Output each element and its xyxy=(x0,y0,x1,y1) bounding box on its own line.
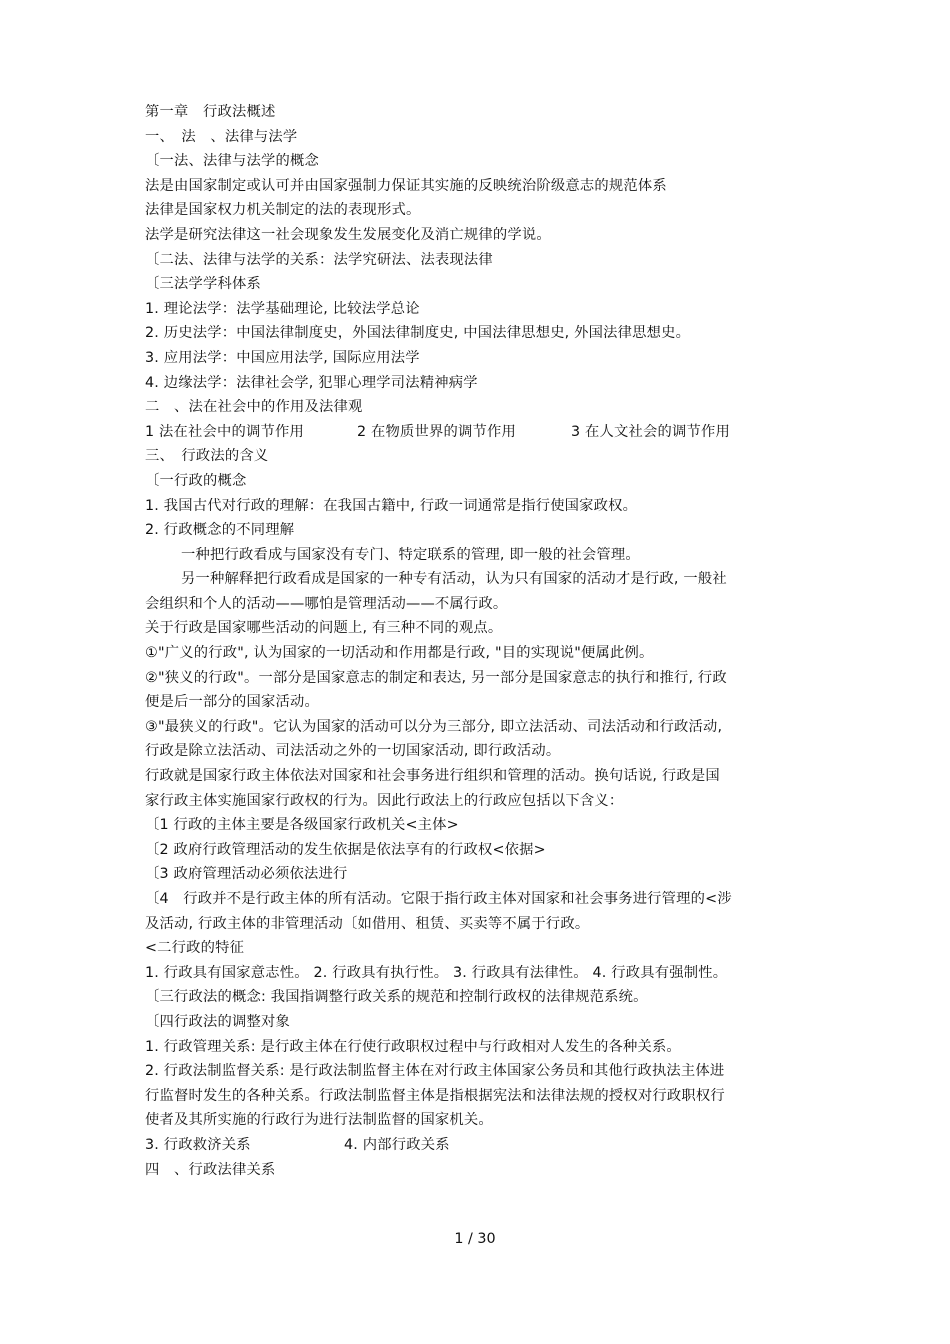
list-item: 2. 行政概念的不同理解 xyxy=(145,522,295,539)
subsection-heading: 〔一行政的概念 xyxy=(145,472,247,489)
list-item: 〔4 行政并不是行政主体的所有活动。它限于指行政主体对国家和社会事务进行管理的<涉 xyxy=(145,891,732,907)
section-heading: 三、 行政法的含义 xyxy=(145,448,269,465)
paragraph-line: 会组织和个人的活动——哪怕是管理活动——不属行政。 xyxy=(145,595,508,612)
list-item: 2. 行政法制监督关系: 是行政法制监督主体在对行政主体国家公务员和其他行政执法主体进 xyxy=(145,1063,725,1080)
relations-row xyxy=(145,1133,810,1158)
section-heading: 一、 法 、法律与法学 xyxy=(145,128,298,145)
relation-item: 4. 内部行政关系 xyxy=(344,1136,450,1153)
section-heading: 四 、行政法律关系 xyxy=(145,1161,276,1178)
paragraph-line: 便是后一部分的国家活动。 xyxy=(145,694,319,711)
chapter-title: 第一章 行政法概述 xyxy=(145,104,276,120)
list-item: 2. 历史法学：中国法律制度史，外国法律制度史, 中国法律思想史, 外国法律思想史。 xyxy=(145,325,691,342)
law-role-item: 1 法在社会中的调节作用 xyxy=(145,423,305,440)
document-body xyxy=(145,100,810,1182)
paragraph-line: 法学是研究法律这一社会现象发生发展变化及消亡规律的学说。 xyxy=(145,226,551,243)
paragraph-line: 法律是国家权力机关制定的法的表现形式。 xyxy=(145,202,421,219)
paragraph-line: 行政就是国家行政主体依法对国家和社会事务进行组织和管理的活动。换句话说, 行政是国 xyxy=(145,768,720,785)
paragraph-line: 使者及其所实施的行政行为进行法制监督的国家机关。 xyxy=(145,1112,493,1129)
paragraph-line: 家行政主体实施国家行政权的行为。因此行政法上的行政应包括以下含义： xyxy=(145,792,624,809)
law-role-item: 3 在人文社会的调节作用 xyxy=(571,423,731,440)
list-item: 1. 行政管理关系: 是行政主体在行使行政职权过程中与行政相对人发生的各种关系。 xyxy=(145,1038,681,1055)
list-item: ①"广义的行政", 认为国家的一切活动和作用都是行政, "目的实现说"便属此例。 xyxy=(145,645,654,662)
paragraph-line: 一种把行政看成与国家没有专门、特定联系的管理, 即一般的社会管理。 xyxy=(181,546,640,563)
subsection-heading: 〔二法、法律与法学的关系：法学究研法、法表现法律 xyxy=(145,251,493,268)
law-role-item: 2 在物质世界的调节作用 xyxy=(357,423,517,440)
paragraph-line: 另一种解释把行政看成是国家的一种专有活动，认为只有国家的活动才是行政, 一般社 xyxy=(181,571,727,588)
law-roles-row xyxy=(145,420,810,445)
page-number: 1 / 30 xyxy=(454,1231,496,1247)
list-item: 3. 应用法学：中国应用法学, 国际应用法学 xyxy=(145,349,420,366)
list-item: 4. 边缘法学：法律社会学, 犯罪心理学司法精神病学 xyxy=(145,374,478,391)
subsection-heading: 〔四行政法的调整对象 xyxy=(145,1013,290,1030)
paragraph-line: 行监督时发生的各种关系。行政法制监督主体是指根据宪法和法律法规的授权对行政职权行 xyxy=(145,1087,725,1104)
subsection-heading: <二行政的特征 xyxy=(145,940,245,957)
list-item: 〔3 政府管理活动必须依法进行 xyxy=(145,866,348,883)
list-item: 1. 行政具有国家意志性。 2. 行政具有执行性。 3. 行政具有法律性。 4. 行政具有强制性。 xyxy=(145,964,728,981)
paragraph-line: 行政是除立法活动、司法活动之外的一切国家活动, 即行政活动。 xyxy=(145,743,561,760)
relation-item: 3. 行政救济关系 xyxy=(145,1136,251,1153)
paragraph-line: 法是由国家制定或认可并由国家强制力保证其实施的反映统治阶级意志的规范体系 xyxy=(145,177,667,194)
list-item: ②"狭义的行政"。一部分是国家意志的制定和表达, 另一部分是国家意志的执行和推行, 行政 xyxy=(145,669,727,686)
subsection-heading: 〔三法学学科体系 xyxy=(145,276,261,293)
subsection-heading: 〔一法、法律与法学的概念 xyxy=(145,153,319,170)
section-heading: 二 、法在社会中的作用及法律观 xyxy=(145,399,363,416)
list-item: 1. 理论法学：法学基础理论, 比较法学总论 xyxy=(145,300,420,317)
paragraph-line: 关于行政是国家哪些活动的问题上, 有三种不同的观点。 xyxy=(145,620,503,637)
list-item: 〔1 行政的主体主要是各级国家行政机关<主体> xyxy=(145,817,459,834)
list-item: 〔2 政府行政管理活动的发生依据是依法享有的行政权<依据> xyxy=(145,841,546,858)
subsection-heading: 〔三行政法的概念: 我国指调整行政关系的规范和控制行政权的法律规范系统。 xyxy=(145,989,648,1006)
list-item: ③"最狭义的行政"。它认为国家的活动可以分为三部分, 即立法活动、司法活动和行政活动, xyxy=(145,718,723,735)
list-item: 1. 我国古代对行政的理解：在我国古籍中, 行政一词通常是指行使国家政权。 xyxy=(145,497,638,514)
paragraph-line: 及活动, 行政主体的非管理活动〔如借用、租赁、买卖等不属于行政。 xyxy=(145,915,590,932)
